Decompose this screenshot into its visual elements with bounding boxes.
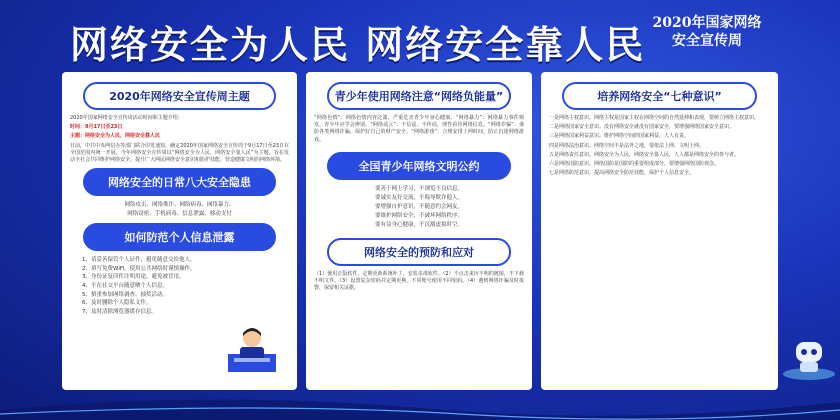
theme-line3: 主题：网络安全为人民，网络安全靠人民 (70, 133, 161, 140)
theme-text (70, 115, 289, 164)
heading-privacy: 如何防范个人信息泄露 (83, 223, 276, 251)
list-item: 1、请妥善保管个人证件，避免随意交给他人。 (82, 257, 196, 264)
hazards-line1: 网络攻击、网络欺诈、网络病毒、网络暴力、 (124, 202, 235, 209)
pact-line: 要诚实友好交流，不侮辱欺诈他人。 (374, 194, 463, 201)
awareness-item: 一是网络主权意识。网络主权是国家主权在网络空间的自然延伸和表现，要树立网络主权意识。 (549, 115, 760, 121)
awareness-item: 二是网络国家安全意识。没有网络安全就没有国家安全，要增强网络国家安全意识。 (549, 124, 735, 131)
side-title-line2: 安全宣传周 (672, 33, 742, 49)
heading-prevention: 网络安全的预防和应对 (327, 238, 512, 266)
list-item: 5、慎重参加网络调查、抽奖活动。 (82, 291, 169, 298)
header (0, 0, 840, 70)
bottom-wave-decoration (0, 380, 840, 420)
seven-awareness-list (549, 115, 770, 177)
privacy-tips-list (70, 256, 289, 316)
main-title: 网络安全为人民 网络安全靠人民 (70, 23, 646, 67)
awareness-item: 七是网络防范意识。提高网络安全防范技能，保护个人信息安全。 (549, 170, 695, 177)
heading-seven-awareness: 培养网络安全“七种意识” (562, 82, 756, 110)
list-item: 2、填写免费WiFi，使用公共网络时谨慎操作。 (82, 265, 196, 272)
heading-negative-energy: 青少年使用网络注意“网络负能量” (327, 82, 512, 110)
hazards-text (70, 201, 289, 219)
hazards-line2: 网络窃密、手机病毒、信息泄露、移动支付 (127, 211, 232, 218)
theme-line1: 2020年国家网络安全宣传周活动时间和主题介绍： (70, 115, 183, 121)
theme-body: 日前，中共中央网信办等部门联合印发通知，确定2020年国家网络安全宣传周于9月17日至23日在全国范围内统一开展。今年网络安全宣传周以“网络安全为人民，网络安全靠人民”为主题，旨在发动全社会共同维护网络安全，提升广大网民网络安全意识和防护技能，营造健康文明的网络环境。 (70, 142, 289, 164)
list-item: 7、及时清除浏览器缓存信息。 (82, 308, 158, 315)
panel-left (62, 72, 297, 390)
awareness-item: 三是网络国家利益意识。维护网络空间的国家利益，人人有责。 (549, 133, 690, 140)
pact-line: 要有益身心健康，不沉溺虚拟时空。 (374, 221, 463, 228)
prevention-text: （1）使用正版软件，定期更新系统补丁，安装杀毒软件。（2）不点击来历不明的链接，不下载不明文件。（3）设置复杂密码并定期更换，不同账号使用不同密码。（4）遇到网络诈骗及时报警，保留相关证据。 (314, 270, 524, 292)
heading-youth-pact: 全国青少年网络文明公约 (327, 152, 512, 180)
theme-line2: 时间：9月17日至23日 (70, 124, 123, 131)
heading-theme: 2020年网络安全宣传周主题 (83, 82, 276, 110)
awareness-item: 五是网络责任意识。网络安全为人民，网络安全靠人民，人人都是网络安全的参与者。 (549, 151, 740, 158)
list-item: 3、身份证复印件注明用途，避免被冒用。 (82, 274, 185, 281)
panel-middle (306, 72, 532, 390)
youth-pact-lines (314, 185, 524, 230)
list-item: 6、及时删除个人隐私文件。 (82, 300, 152, 307)
awareness-item: 四是网络法治意识。网络空间不是法外之地，要依法上网、文明上网。 (549, 142, 705, 149)
awareness-item: 六是网络国防意识。网络国防是国防的重要组成部分，要增强网络国防观念。 (549, 161, 720, 168)
heading-hazards: 网络安全的日常八大安全隐患 (83, 168, 276, 196)
pact-line: 要维护网络安全，不破坏网络秩序。 (374, 212, 463, 219)
pact-line: 要善于网上学习，不浏览不良信息。 (374, 185, 463, 192)
side-title (632, 14, 782, 50)
pact-line: 要增强自护意识，不随意约会网友。 (374, 203, 463, 210)
negative-energy-text: “网络色情”：网络色情内容泛滥，严重危害青少年身心健康。“网络暴力”：网络暴力事件频发，青少年应学会辨别。“网络谣言”：不信谣、不传谣，理性看待网络信息。“网络诈骗”：谨防各类网络诈骗，保护好自己的财产安全。“网络游戏”：合理安排上网时间，防止沉迷网络游戏。 (314, 115, 524, 143)
robot-mascot-icon (780, 334, 838, 382)
list-item: 4、不在社交平台随意晒个人信息。 (82, 283, 169, 289)
panel-right (541, 72, 778, 390)
side-title-line1: 2020年国家网络 (652, 15, 762, 31)
person-computer-illustration (222, 324, 282, 376)
